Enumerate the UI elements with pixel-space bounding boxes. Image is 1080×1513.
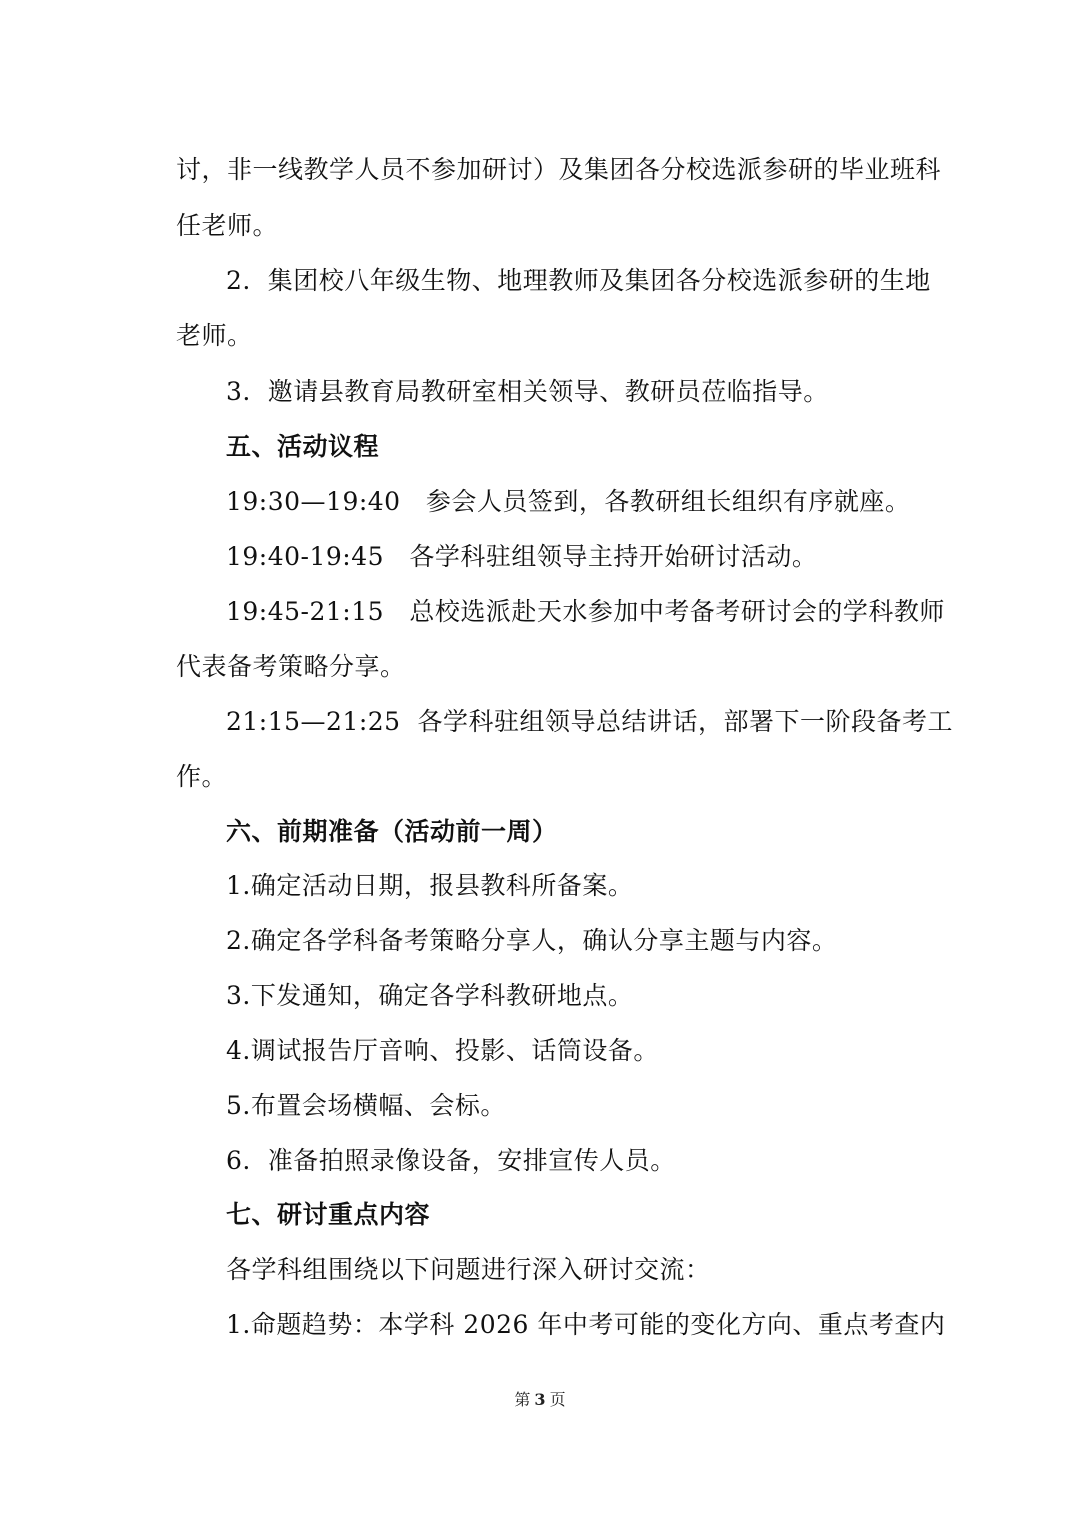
body-text-line: 讨，非一线教学人员不参加研讨）及集团各分校选派参研的毕业班科 — [176, 155, 942, 184]
footer-suffix: 页 — [549, 1390, 566, 1409]
list-item-preparation: 6. 准备拍照录像设备，安排宣传人员。 — [226, 1146, 676, 1175]
list-item-preparation: 2.确定各学科备考策略分享人，确认分享主题与内容。 — [226, 926, 838, 955]
body-text-line: 老师。 — [176, 321, 253, 350]
list-item-participants-3: 3. 邀请县教育局教研室相关领导、教研员莅临指导。 — [226, 377, 829, 406]
section-heading-focus: 七、研讨重点内容 — [226, 1200, 431, 1229]
section-heading-agenda: 五、活动议程 — [226, 432, 380, 461]
list-item-preparation: 4.调试报告厅音响、投影、话筒设备。 — [226, 1036, 659, 1065]
page-footer — [0, 1389, 1080, 1411]
body-text-line: 各学科组围绕以下问题进行深入研讨交流： — [226, 1255, 711, 1284]
list-item-participants-2: 2. 集团校八年级生物、地理教师及集团各分校选派参研的生地 — [226, 266, 931, 295]
agenda-item-continuation: 作。 — [176, 762, 228, 791]
section-heading-preparation: 六、前期准备（活动前一周） — [226, 817, 558, 846]
list-item-preparation: 1.确定活动日期，报县教科所备案。 — [226, 871, 634, 900]
list-item-focus: 1.命题趋势：本学科 2026 年中考可能的变化方向、重点考查内 — [226, 1310, 946, 1339]
agenda-item: 19:45-21:15 总校选派赴天水参加中考备考研讨会的学科教师 — [226, 597, 945, 626]
agenda-item: 19:40-19:45 各学科驻组领导主持开始研讨活动。 — [226, 542, 818, 571]
agenda-item: 19:30—19:40 参会人员签到，各教研组长组织有序就座。 — [226, 487, 911, 516]
body-text-line: 任老师。 — [176, 211, 279, 240]
agenda-item-continuation: 代表备考策略分享。 — [176, 652, 406, 681]
agenda-item: 21:15—21:25 各学科驻组领导总结讲话，部署下一阶段备考工 — [226, 707, 953, 736]
list-item-preparation: 5.布置会场横幅、会标。 — [226, 1091, 506, 1120]
list-item-preparation: 3.下发通知，确定各学科教研地点。 — [226, 981, 634, 1010]
footer-prefix: 第 — [514, 1390, 531, 1409]
page-number: 3 — [534, 1390, 546, 1409]
